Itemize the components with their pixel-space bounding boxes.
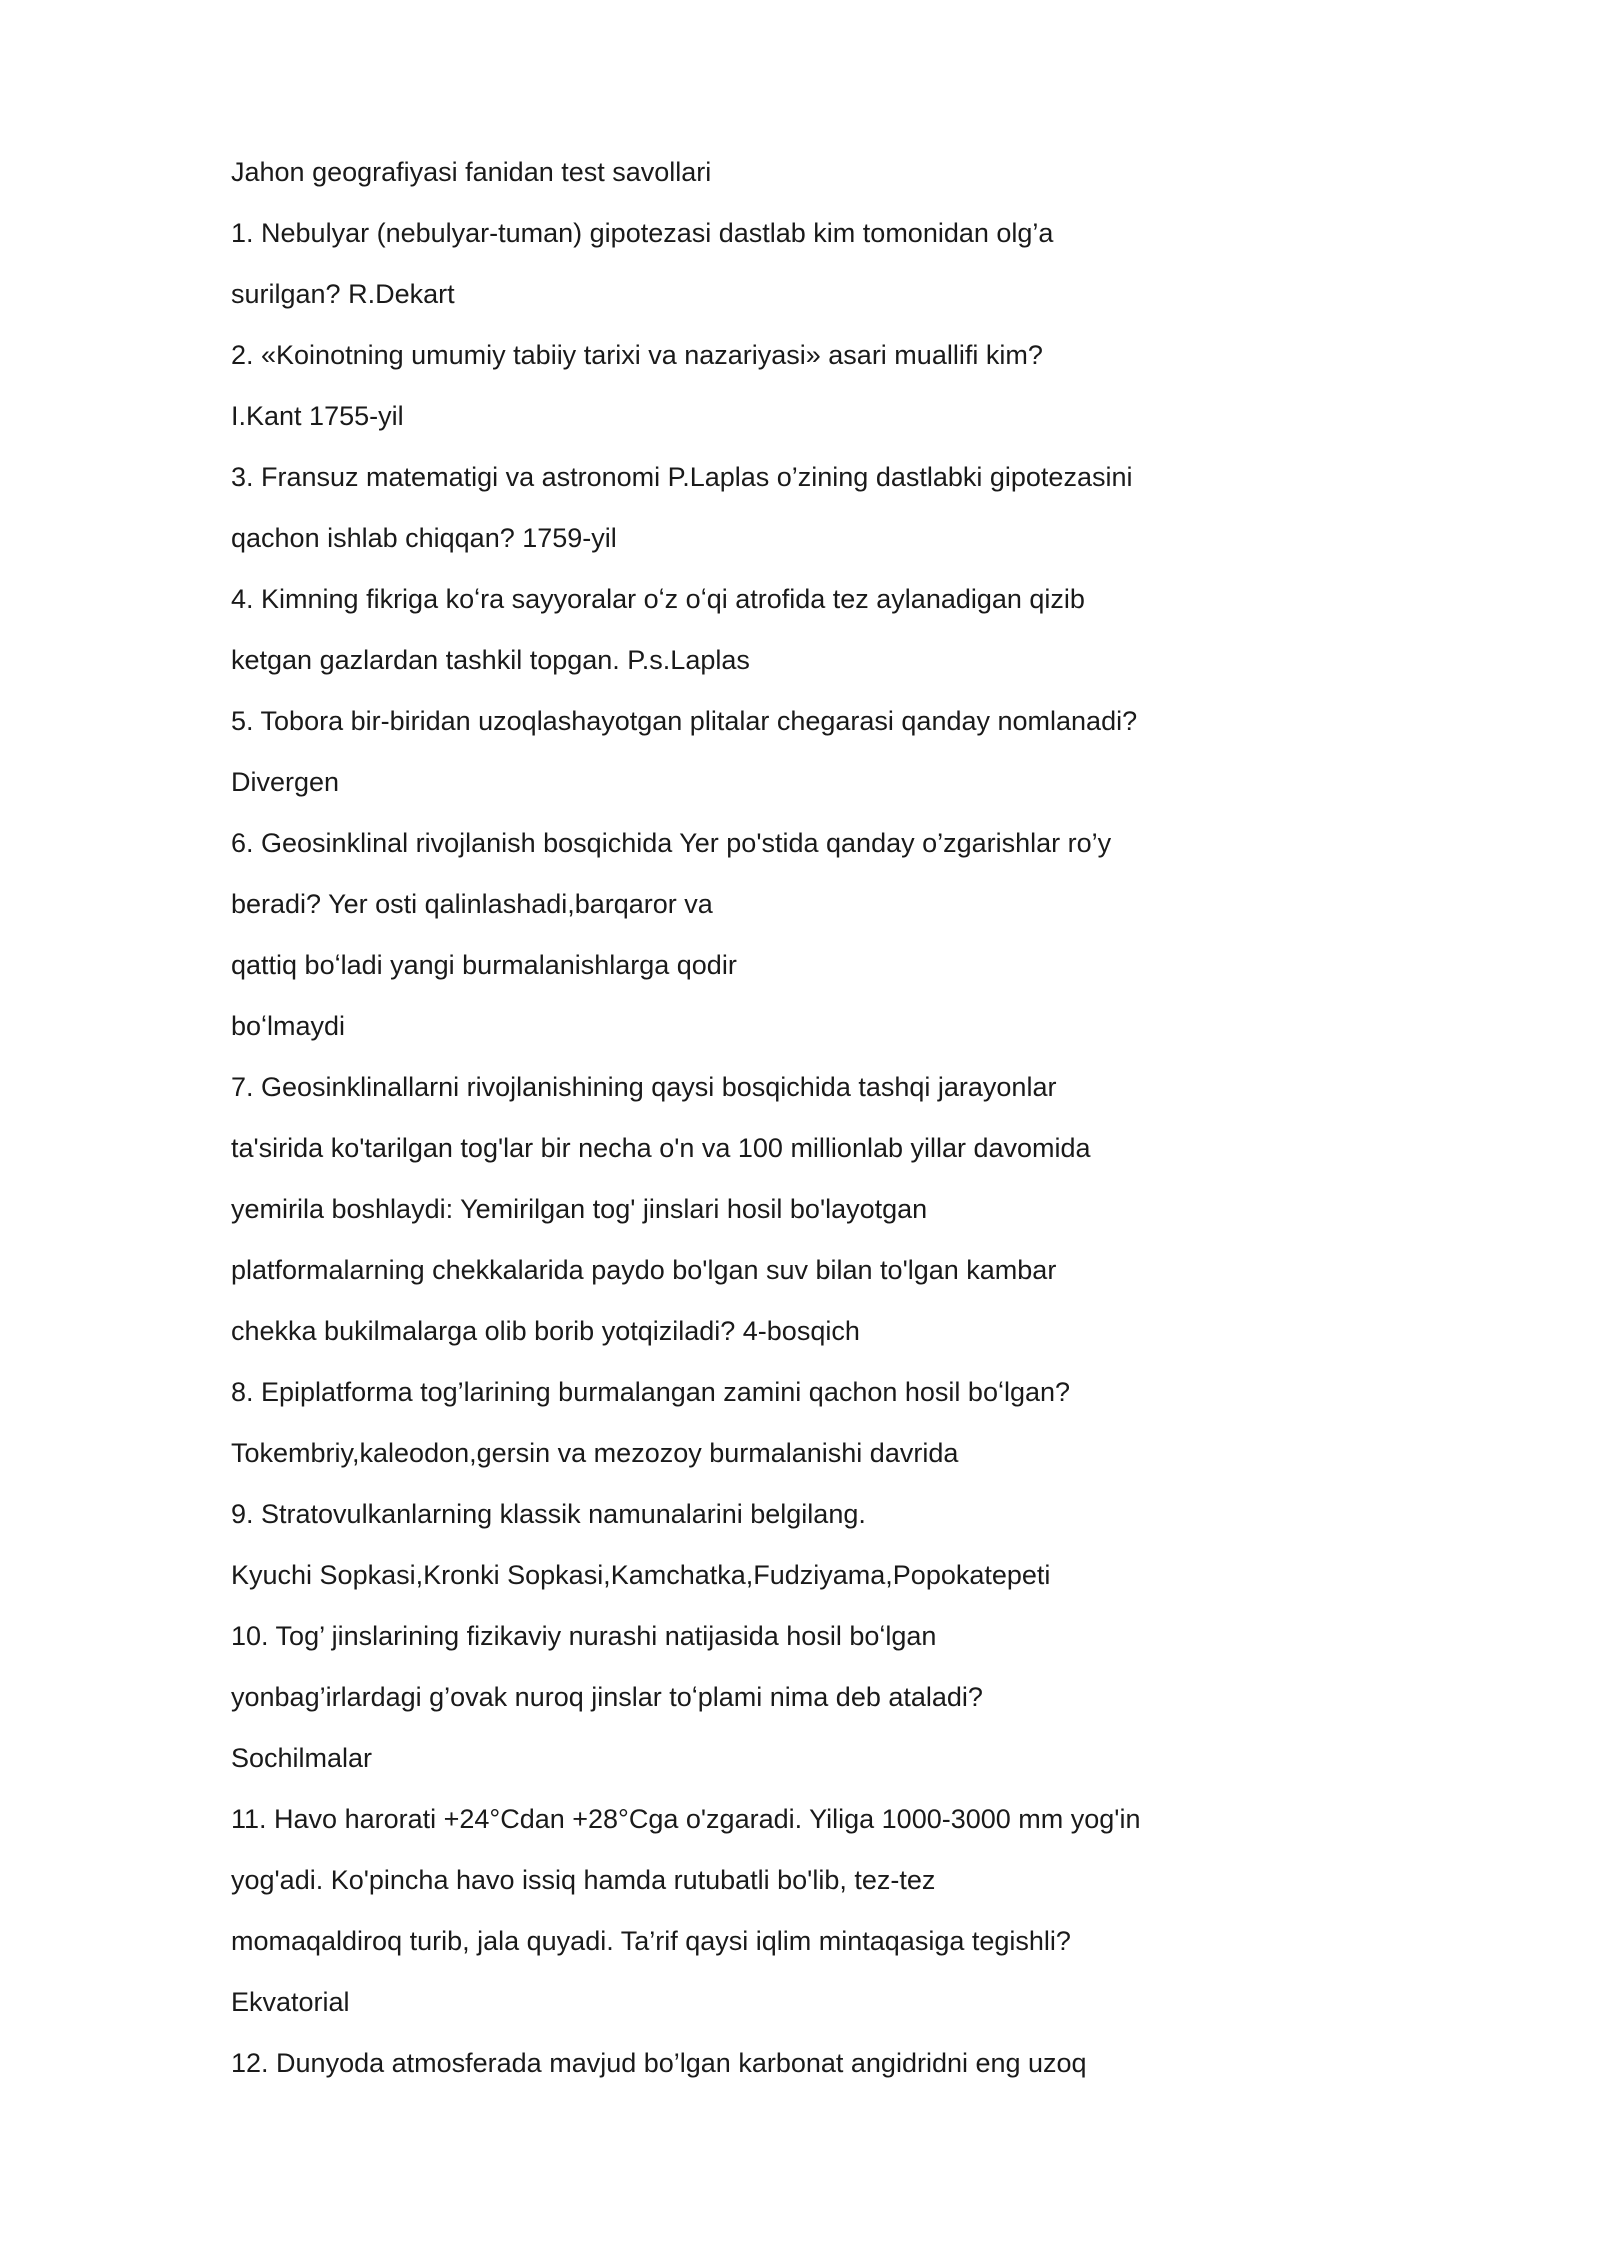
question-1-line-1: 1. Nebulyar (nebulyar-tuman) gipotezasi dastlab kim tomonidan olg’a <box>231 218 1054 248</box>
question-7-line-4: platformalarning chekkalarida paydo bo'lgan suv bilan to'lgan kambar <box>231 1255 1057 1285</box>
question-11-line-1: 11. Havo harorati +24°Cdan +28°Cga o'zgaradi. Yiliga 1000-3000 mm yog'in <box>231 1804 1141 1834</box>
question-6-line-3: qattiq boʻladi yangi burmalanishlarga qodir <box>231 950 737 980</box>
document-body <box>231 152 1231 2104</box>
question-3-line-1: 3. Fransuz matematigi va astronomi P.Laplas o’zining dastlabki gipotezasini <box>231 462 1133 492</box>
question-5-line-1: 5. Tobora bir-biridan uzoqlashayotgan plitalar chegarasi qanday nomlanadi? <box>231 706 1138 736</box>
question-7-line-5: chekka bukilmalarga olib borib yotqiziladi? 4-bosqich <box>231 1316 860 1346</box>
question-11-line-3: momaqaldiroq turib, jala quyadi. Ta’rif qaysi iqlim mintaqasiga tegishli? <box>231 1926 1071 1956</box>
question-6-line-2: beradi? Yer osti qalinlashadi,barqaror va <box>231 889 713 919</box>
question-10-line-2: yonbag’irlardagi g’ovak nuroq jinslar toʻplami nima deb ataladi? <box>231 1682 983 1712</box>
question-6-line-1: 6. Geosinklinal rivojlanish bosqichida Yer po'stida qanday o’zgarishlar ro’y <box>231 828 1112 858</box>
question-7-line-2: ta'sirida ko'tarilgan tog'lar bir necha o'n va 100 millionlab yillar davomida <box>231 1133 1091 1163</box>
question-7-line-3: yemirila boshlaydi: Yemirilgan tog' jinslari hosil bo'layotgan <box>231 1194 928 1224</box>
question-2-line-1: 2. «Koinotning umumiy tabiiy tarixi va nazariyasi» asari muallifi kim? <box>231 340 1043 370</box>
question-4-line-1: 4. Kimning fikriga koʻra sayyoralar oʻz oʻqi atrofida tez aylanadigan qizib <box>231 584 1085 614</box>
question-9-line-1: 9. Stratovulkanlarning klassik namunalarini belgilang. <box>231 1499 866 1529</box>
question-11-line-2: yog'adi. Ko'pincha havo issiq hamda rutubatli bo'lib, tez-tez <box>231 1865 936 1895</box>
question-2-line-2: I.Kant 1755-yil <box>231 401 404 431</box>
question-8-line-2: Tokembriy,kaleodon,gersin va mezozoy burmalanishi davrida <box>231 1438 959 1468</box>
question-3-line-2: qachon ishlab chiqqan? 1759-yil <box>231 523 617 553</box>
question-5-line-2: Divergen <box>231 767 340 797</box>
question-9-line-2: Kyuchi Sopkasi,Kronki Sopkasi,Kamchatka,Fudziyama,Popokatepeti <box>231 1560 1051 1590</box>
question-7-line-1: 7. Geosinklinallarni rivojlanishining qaysi bosqichida tashqi jarayonlar <box>231 1072 1057 1102</box>
question-10-line-3: Sochilmalar <box>231 1743 373 1773</box>
question-10-line-1: 10. Tog’ jinslarining fizikaviy nurashi natijasida hosil boʻlgan <box>231 1621 937 1651</box>
question-6-line-4: boʻlmaydi <box>231 1011 346 1041</box>
question-8-line-1: 8. Epiplatforma tog’larining burmalangan zamini qachon hosil boʻlgan? <box>231 1377 1071 1407</box>
question-4-line-2: ketgan gazlardan tashkil topgan. P.s.Laplas <box>231 645 750 675</box>
question-12-line-1: 12. Dunyoda atmosferada mavjud bo’lgan karbonat angidridni eng uzoq <box>231 2048 1087 2078</box>
document-title: Jahon geografiyasi fanidan test savollari <box>231 157 712 187</box>
question-1-line-2: surilgan? R.Dekart <box>231 279 455 309</box>
question-11-line-4: Ekvatorial <box>231 1987 350 2017</box>
